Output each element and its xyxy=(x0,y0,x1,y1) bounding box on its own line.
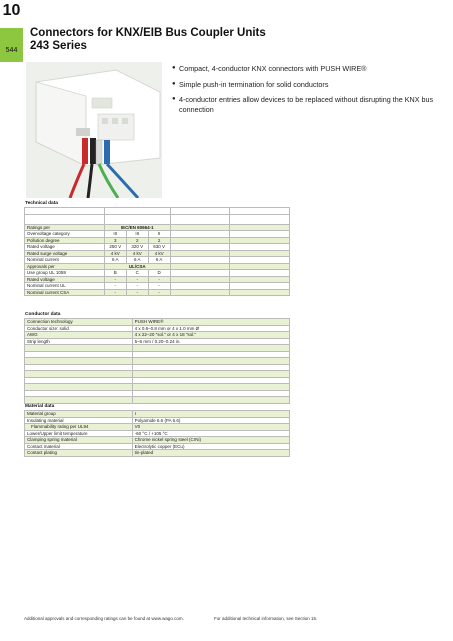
feature-list xyxy=(172,64,442,120)
table-row: Approvals per UL/CSA xyxy=(25,263,290,270)
table-row: Connection technology PUSH WIRE® xyxy=(25,319,290,326)
page-title xyxy=(30,27,266,53)
table-row: Insulating material Polyamide 6.6 (PA 6.6) xyxy=(25,417,290,424)
table-row xyxy=(25,397,290,404)
table-row: Conductor size: solid 4 x 0.6–0.8 mm or 4 x 1.0 mm Ø xyxy=(25,325,290,332)
table-row: Strip length 5–6 mm / 0.20–0.24 in. xyxy=(25,338,290,345)
page-number: 544 xyxy=(5,47,18,54)
table-row: AWG 4 x 22–20 "sol." or 4 x 18 "sol." xyxy=(25,332,290,339)
technical-data-heading: Technical data xyxy=(25,201,58,206)
material-data-heading: Material data xyxy=(25,404,55,409)
product-photo xyxy=(26,62,162,198)
table-row: Lower/Upper limit temperature -60 °C / +105 °C xyxy=(25,430,290,437)
technical-data-table xyxy=(24,207,290,296)
conductor-data-table xyxy=(24,318,290,404)
table-row: Contact material Electrolytic copper (ECu) xyxy=(25,443,290,450)
table-row: Contact plating tin-plated xyxy=(25,450,290,457)
table-row: Ratings per IEC/EN 60664-1 xyxy=(25,224,290,231)
table-row: Nominal current CSA - - - xyxy=(25,289,290,296)
table-row: Use group UL 1059 B C D xyxy=(25,270,290,277)
page-title-line2: 243 Series xyxy=(30,40,87,52)
page-title-line1: Connectors for KNX/EIB Bus Coupler Units xyxy=(30,27,266,39)
table-row: Material group I xyxy=(25,411,290,418)
table-row: Rated voltage - - - xyxy=(25,276,290,283)
table-row: Rated voltage 250 V 320 V 630 V xyxy=(25,244,290,251)
table-row: Clamping spring material Chrome nickel spring steel (CrNi) xyxy=(25,437,290,444)
material-data-table xyxy=(24,410,290,457)
footer-note-section: For additional technical information, see Section 15. xyxy=(214,616,318,621)
table-row: Pollution degree 3 2 2 xyxy=(25,237,290,244)
table-row: Overvoltage category III III II xyxy=(25,231,290,238)
table-row: Nominal current UL - - - xyxy=(25,283,290,290)
section-number: 10 xyxy=(2,2,21,19)
table-row xyxy=(25,214,290,224)
feature-item: ● Compact, 4-conductor KNX connectors with PUSH WIRE® xyxy=(172,64,442,74)
footer-note-approvals: Additional approvals and corresponding ratings can be found at www.wago.com. xyxy=(24,616,184,621)
table-row: Rated surge voltage 4 kV 4 kV 4 kV xyxy=(25,250,290,257)
table-row: Flammability rating per UL94 V0 xyxy=(25,424,290,431)
feature-item: ● 4-conductor entries allow devices to be replaced without disrupting the KNX bus connection xyxy=(172,95,442,114)
table-row: Nominal current 6 A 6 A 6 A xyxy=(25,257,290,264)
section-tab xyxy=(0,28,23,62)
feature-item: ● Simple push-in termination for solid conductors xyxy=(172,80,442,90)
conductor-data-heading: Conductor data xyxy=(25,312,61,317)
